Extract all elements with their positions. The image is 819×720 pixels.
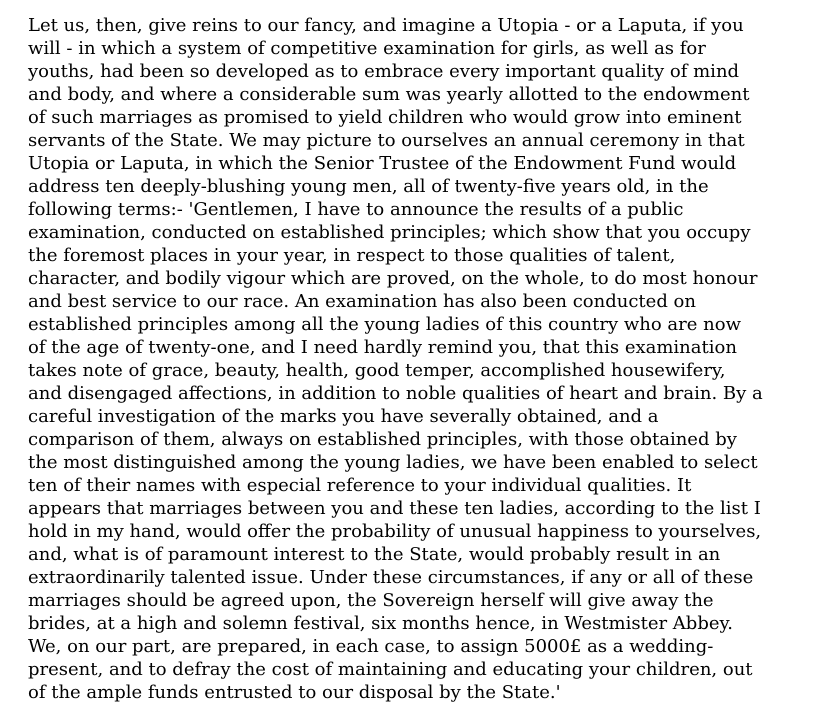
text-line-6: servants of the State. We may picture to ourselves an annual ceremony in that bbox=[28, 130, 745, 151]
text-line-20: the most distinguished among the young ladies, we have been enabled to select bbox=[28, 452, 758, 473]
text-line-27: brides, at a high and solemn festival, six months hence, in Westmister Abbey. bbox=[28, 613, 734, 634]
text-line-30: of the ample funds entrusted to our disposal by the State.' bbox=[28, 682, 561, 703]
text-line-7: Utopia or Laputa, in which the Senior Trustee of the Endowment Fund would bbox=[28, 153, 737, 174]
text-line-24: and, what is of paramount interest to the State, would probably result in an bbox=[28, 544, 721, 565]
text-line-17: and disengaged affections, in addition to noble qualities of heart and brain. By a bbox=[28, 383, 763, 404]
text-line-19: comparison of them, always on established principles, with those obtained by bbox=[28, 429, 737, 450]
text-line-12: character, and bodily vigour which are proved, on the whole, to do most honour bbox=[28, 268, 758, 289]
text-line-13: and best service to our race. An examination has also been conducted on bbox=[28, 291, 696, 312]
text-line-8: address ten deeply-blushing young men, all of twenty-five years old, in the bbox=[28, 176, 709, 197]
text-line-25: extraordinarily talented issue. Under these circumstances, if any or all of these bbox=[28, 567, 754, 588]
text-line-4: and body, and where a considerable sum was yearly allotted to the endowment bbox=[28, 84, 750, 105]
text-line-15: of the age of twenty-one, and I need hardly remind you, that this examination bbox=[28, 337, 737, 358]
text-line-29: present, and to defray the cost of maintaining and educating your children, out bbox=[28, 659, 753, 680]
text-line-1: Let us, then, give reins to our fancy, and imagine a Utopia - or a Laputa, if you bbox=[28, 15, 744, 36]
text-line-28: We, on our part, are prepared, in each case, to assign 5000£ as a wedding- bbox=[28, 636, 714, 657]
text-line-22: appears that marriages between you and these ten ladies, according to the list I bbox=[28, 498, 761, 519]
text-line-21: ten of their names with especial reference to your individual qualities. It bbox=[28, 475, 692, 496]
text-passage bbox=[28, 14, 797, 704]
text-line-2: will - in which a system of competitive examination for girls, as well as for bbox=[28, 38, 706, 59]
text-line-11: the foremost places in your year, in respect to those qualities of talent, bbox=[28, 245, 676, 266]
text-line-10: examination, conducted on established principles; which show that you occupy bbox=[28, 222, 751, 243]
text-line-18: careful investigation of the marks you have severally obtained, and a bbox=[28, 406, 659, 427]
text-line-26: marriages should be agreed upon, the Sovereign herself will give away the bbox=[28, 590, 714, 611]
text-line-23: hold in my hand, would offer the probability of unusual happiness to yourselves, bbox=[28, 521, 762, 542]
text-line-5: of such marriages as promised to yield children who would grow into eminent bbox=[28, 107, 742, 128]
text-line-16: takes note of grace, beauty, health, good temper, accomplished housewifery, bbox=[28, 360, 726, 381]
text-line-9: following terms:- 'Gentlemen, I have to announce the results of a public bbox=[28, 199, 684, 220]
text-line-3: youths, had been so developed as to embrace every important quality of mind bbox=[28, 61, 740, 82]
text-line-14: established principles among all the young ladies of this country who are now bbox=[28, 314, 741, 335]
